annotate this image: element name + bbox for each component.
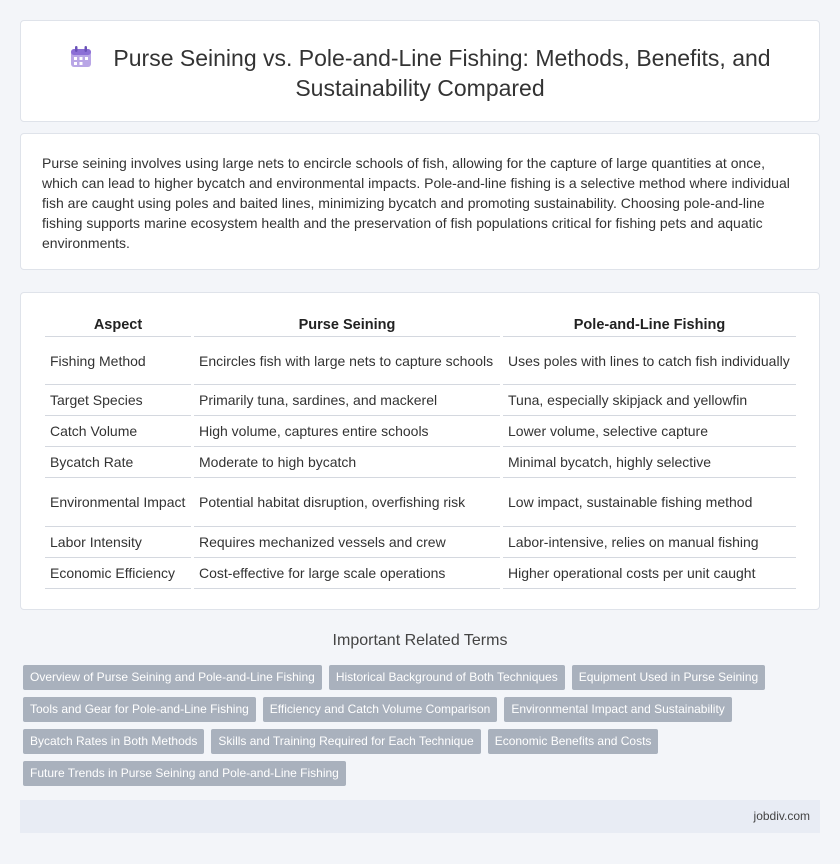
- cell-purse-seining: Primarily tuna, sardines, and mackerel: [194, 385, 500, 416]
- page-title-wrap: [61, 43, 779, 103]
- table-row: [45, 385, 796, 416]
- table-row: [45, 527, 796, 558]
- related-term-tag[interactable]: Overview of Purse Seining and Pole-and-Line Fishing: [23, 665, 322, 690]
- related-term-tag[interactable]: Efficiency and Catch Volume Comparison: [263, 697, 498, 722]
- cell-aspect: Environmental Impact: [45, 478, 191, 527]
- cell-aspect: Bycatch Rate: [45, 447, 191, 478]
- footer-site-link[interactable]: jobdiv.com: [753, 809, 810, 823]
- cell-purse-seining: Potential habitat disruption, overfishing risk: [194, 478, 500, 527]
- related-term-tag[interactable]: Economic Benefits and Costs: [488, 729, 659, 754]
- cell-purse-seining: Requires mechanized vessels and crew: [194, 527, 500, 558]
- cell-aspect: Target Species: [45, 385, 191, 416]
- related-term-tag[interactable]: Environmental Impact and Sustainability: [504, 697, 731, 722]
- cell-purse-seining: Moderate to high bycatch: [194, 447, 500, 478]
- cell-pole-and-line: Higher operational costs per unit caught: [503, 558, 796, 589]
- related-terms-heading: Important Related Terms: [332, 632, 508, 649]
- comparison-card: [20, 292, 820, 610]
- cell-purse-seining: Encircles fish with large nets to capture schools: [194, 337, 500, 385]
- related-term-tag[interactable]: Historical Background of Both Techniques: [329, 665, 565, 690]
- cell-pole-and-line: Low impact, sustainable fishing method: [503, 478, 796, 527]
- table-row: [45, 478, 796, 527]
- cell-purse-seining: High volume, captures entire schools: [194, 416, 500, 447]
- table-row: [45, 447, 796, 478]
- header-pole-and-line: Pole-and-Line Fishing: [503, 315, 796, 337]
- cell-pole-and-line: Labor-intensive, relies on manual fishing: [503, 527, 796, 558]
- cell-aspect: Catch Volume: [45, 416, 191, 447]
- table-row: [45, 558, 796, 589]
- cell-aspect: Labor Intensity: [45, 527, 191, 558]
- header-purse-seining: Purse Seining: [194, 315, 500, 337]
- intro-paragraph: Purse seining involves using large nets to encircle schools of fish, allowing for the capture of large quantities at once, which can lead to higher bycatch and environmental impacts. Pole-and-line fishing is a selective method where individual fish are caught using poles and baited lines, minimizing bycatch and promoting sustainability. Choosing pole-and-line fishing supports marine ecosystem health and the preservation of fish populations critical for fishing pets and aquatic environments.: [42, 155, 790, 251]
- related-term-tag[interactable]: Skills and Training Required for Each Technique: [211, 729, 480, 754]
- related-term-tag[interactable]: Future Trends in Purse Seining and Pole-and-Line Fishing: [23, 761, 346, 786]
- intro-card: [20, 133, 820, 270]
- footer: [20, 800, 820, 833]
- table-row: [45, 416, 796, 447]
- table-header-row: [45, 315, 796, 337]
- page-title: Purse Seining vs. Pole-and-Line Fishing: Methods, Benefits, and Sustainability Compared: [113, 45, 771, 101]
- cell-pole-and-line: Tuna, especially skipjack and yellowfin: [503, 385, 796, 416]
- cell-aspect: Economic Efficiency: [45, 558, 191, 589]
- header-aspect: Aspect: [45, 315, 191, 337]
- related-term-tag[interactable]: Tools and Gear for Pole-and-Line Fishing: [23, 697, 256, 722]
- related-terms-list: [23, 665, 803, 793]
- table-row: [45, 337, 796, 385]
- cell-aspect: Fishing Method: [45, 337, 191, 385]
- comparison-table: [42, 315, 799, 589]
- cell-pole-and-line: Minimal bycatch, highly selective: [503, 447, 796, 478]
- cell-purse-seining: Cost-effective for large scale operations: [194, 558, 500, 589]
- cell-pole-and-line: Uses poles with lines to catch fish individually: [503, 337, 796, 385]
- calendar-icon: [69, 45, 93, 69]
- related-term-tag[interactable]: Equipment Used in Purse Seining: [572, 665, 765, 690]
- title-card: [20, 20, 820, 122]
- related-term-tag[interactable]: Bycatch Rates in Both Methods: [23, 729, 204, 754]
- cell-pole-and-line: Lower volume, selective capture: [503, 416, 796, 447]
